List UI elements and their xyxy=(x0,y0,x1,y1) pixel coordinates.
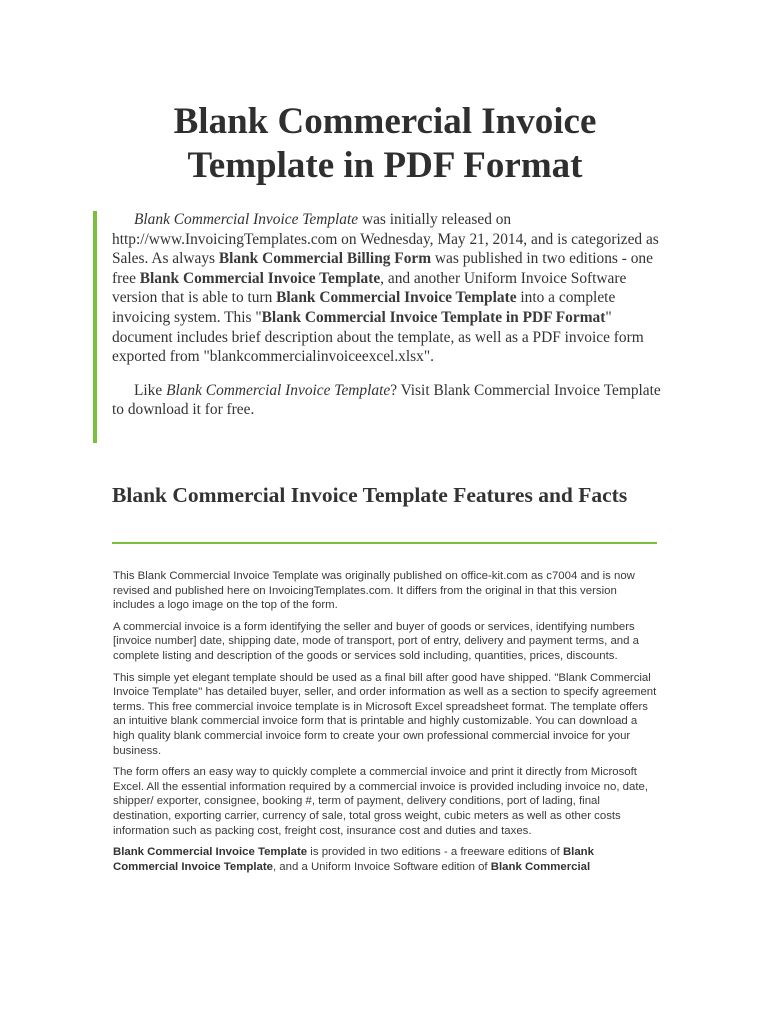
intro-text: into a complete invoicing system. This " xyxy=(112,289,616,326)
intro-paragraph-2 xyxy=(112,381,672,420)
intro-text: " document includes brief description about the template, as well as a PDF invoice form exported from "blankcommercialinvoiceexcel.xlsx". xyxy=(112,308,644,366)
body-paragraph-3: This simple yet elegant template should be used as a final bill after good have shipped. "Blank Commercial Invoice Template" has detailed buyer, seller, and order information as well as a section to specify agreement terms. This free commercial invoice template is in Microsoft Excel spreadsheet format. The template offers an intuitive blank commercial invoice form that is printable and highly customizable. You can download a high quality blank commercial invoice form to create your own professional commercial invoice for your business. xyxy=(113,671,657,757)
intro-emphasis: Blank Commercial Invoice Template xyxy=(166,381,391,399)
intro-bold: Blank Commercial Billing Form xyxy=(218,250,432,268)
heading-underline xyxy=(112,542,657,544)
intro-text: was initially released on http://www.InvoicingTemplates.com on Wednesday, May 21, 2014, and is categorized as Sales. As always xyxy=(112,211,659,268)
body-bold: Blank Commercial xyxy=(490,860,591,873)
body-text: is provided in two editions - a freeware editions of xyxy=(307,846,563,859)
intro-bold: Blank Commercial Invoice Template in PDF Format xyxy=(261,308,606,326)
body-paragraph-1: This Blank Commercial Invoice Template was originally published on office-kit.com as c7004 and is now revised and published here on InvoicingTemplates.com. It differs from the original in that this version includes a logo image on the top of the form. xyxy=(113,570,635,612)
body-paragraph-5 xyxy=(113,845,661,874)
intro-text: was published in two editions - one free xyxy=(112,250,653,287)
intro-emphasis: Blank Commercial Invoice Template xyxy=(134,211,359,228)
body-text: , and a Uniform Invoice Software edition of xyxy=(272,860,491,873)
intro-paragraph-1 xyxy=(112,210,672,367)
body-paragraph-4: The form offers an easy way to quickly complete a commercial invoice and print it directly from Microsoft Excel. All the essential information required by a commercial invoice is provided including invoice no, date, shipper/ exporter, consignee, booking #, term of payment, delivery conditions, port of lading, final destination, exporting carrier, currency of sale, total gross weight, cubic meters as well as other costs information such as packing cost, freight cost, insurance cost and duties and taxes. xyxy=(113,766,649,837)
quote-accent-bar xyxy=(93,211,97,443)
intro-text: ? Visit Blank Commercial Invoice Template to download it for free. xyxy=(112,381,661,419)
section-heading: Blank Commercial Invoice Template Features and Facts xyxy=(112,483,628,507)
intro-bold: Blank Commercial Invoice Template xyxy=(276,289,517,307)
intro-text: , and another Uniform Invoice Software version that is able to turn xyxy=(112,269,627,307)
intro-bold: Blank Commercial Invoice Template xyxy=(139,269,381,287)
intro-text: Like xyxy=(134,381,167,399)
body-bold: Blank Commercial Invoice Template xyxy=(113,846,308,859)
section-body xyxy=(113,569,661,881)
page-title: Blank Commercial Invoice Template in PDF Format xyxy=(173,101,597,186)
body-paragraph-2: A commercial invoice is a form identifying the seller and buyer of goods or services, identifying numbers [invoice number] date, shipping date, mode of transport, port of entry, delivery and payment terms, and a complete listing and description of the goods or services sold including, quantities, prices, discounts. xyxy=(113,620,639,662)
intro-blockquote xyxy=(112,210,672,420)
body-bold: Blank Commercial Invoice Template xyxy=(113,846,594,873)
